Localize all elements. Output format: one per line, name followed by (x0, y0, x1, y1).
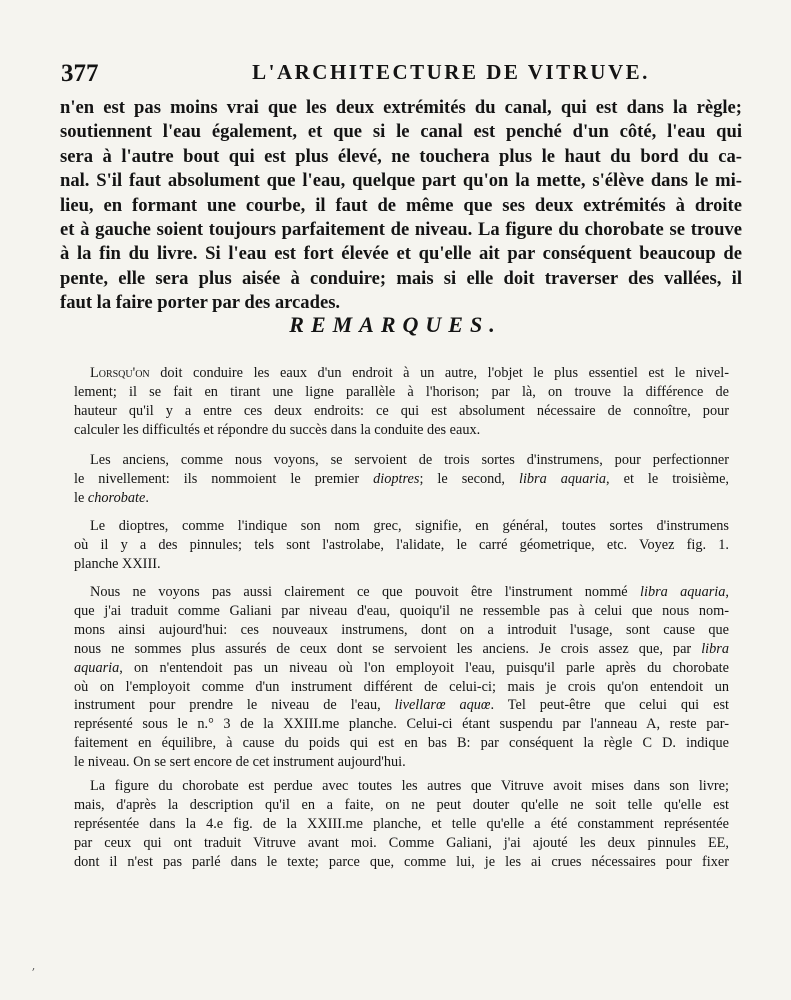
remark-paragraph-5 (74, 777, 729, 872)
page-header (61, 60, 741, 100)
remark-text: , (725, 584, 729, 600)
remark-line: où il y a des pinnules; tels sont l'astrolabe, l'alidate, le carré géometrique, etc. Voyez fig. 1. (74, 536, 729, 553)
page-number: 377 (61, 60, 99, 87)
remark-line: calculer les difficultés et répondre du succès dans la conduite des eaux. (74, 421, 481, 438)
remark-text: doit conduire les eaux d'un endroit à un autre, l'objet le plus essentiel est le nivel- (149, 365, 729, 381)
italic-term: libra aquaria (518, 470, 607, 487)
remark-line (74, 696, 729, 715)
remark-line (74, 659, 729, 678)
remark-line: représentée dans la 4.e fig. de la XXIII.me planche, et telle qu'elle a été constamment représentée (74, 815, 729, 832)
remark-line: le niveau. On se sert encore de cet instrument aujourd'hui. (74, 754, 406, 771)
italic-term: dioptres (373, 470, 420, 487)
main-text-line: lieu, en formant une courbe, il faut de même que ses deux extrémités à droite (60, 194, 742, 216)
remark-line (74, 364, 729, 383)
remark-line (74, 470, 729, 489)
remark-line: hauteur qu'il y a entre ces deux endroits: ce qui est absolument nécessaire de connoître, pour (74, 402, 729, 419)
remark-text: le (74, 489, 88, 506)
remark-line: dont il n'est pas parlé dans le texte; parce que, comme lui, je les ai crues nécessaires pour fixer (74, 853, 729, 870)
remark-paragraph-4 (74, 583, 729, 772)
remark-text: nous ne sommes plus assurés de ceux dont se servoient les anciens. Je crois assez que, par (74, 640, 702, 657)
remark-text: . Tel peut-être que celui qui est (490, 697, 729, 714)
remark-text: , et le troisième, (606, 470, 729, 487)
remark-line: faitement en équilibre, à cause du poids qui est en bas B: par conséquent la règle C D. indique (74, 735, 729, 752)
main-text-line: et à gauche soient toujours parfaitement de niveau. La figure du chorobate se trouve (60, 219, 742, 241)
italic-term: libra aquaria (640, 584, 726, 600)
italic-term: aquaria (74, 659, 120, 676)
main-text-line: pente, elle sera plus aisée à conduire; mais si elle doit traverser des vallées, il (60, 267, 742, 289)
main-text-block (60, 96, 742, 316)
remark-paragraph-2 (74, 451, 729, 508)
main-text-line: n'en est pas moins vrai que les deux extrémités du canal, qui est dans la règle; (60, 97, 742, 118)
remark-paragraph-3 (74, 517, 729, 574)
main-text-line: à la fin du livre. Si l'eau est fort élevée et qu'elle ait par conséquent beaucoup de (60, 243, 742, 265)
remark-line: représenté sous le n.° 3 de la XXIII.me planche. Celui-ci étant suspendu par l'anneau A, reste par- (74, 716, 729, 733)
running-title: L'ARCHITECTURE DE VITRUVE. (252, 60, 650, 84)
drop-word: Lorsqu'on (90, 365, 150, 381)
remark-line: Le dioptres, comme l'indique son nom grec, signifie, en général, toutes sortes d'instrumens (90, 518, 729, 534)
remark-line (74, 583, 729, 602)
remark-text: . (145, 489, 149, 506)
remark-text: , on n'entendoit pas un niveau où l'on employoit l'eau, puisqu'il parle après du chorobate (119, 659, 729, 676)
remark-paragraph-1 (74, 364, 729, 440)
remark-text: Nous ne voyons pas aussi clairement ce que pouvoit être l'instrument nommé (90, 584, 640, 600)
italic-term: chorobate (87, 489, 146, 506)
remark-line: Les anciens, comme nous voyons, se servoient de trois sortes d'instrumens, pour perfectionner (90, 452, 729, 468)
remark-line: que j'ai traduit comme Galiani par niveau d'eau, quoiqu'il ne ressemble pas à celui que nous nom- (74, 602, 729, 619)
remark-text: le nivellement: ils nommoient le premier (74, 470, 374, 487)
remark-line: par ceux qui ont traduit Vitruve avant moi. Comme Galiani, j'ai ajouté les deux pinnules EE, (74, 834, 729, 851)
section-heading: REMARQUES. (289, 312, 502, 337)
remark-line: où on l'employoit comme d'un instrument différent de celui-ci; mais je crois qu'on entendoit un (74, 678, 729, 695)
remark-line: mais, d'après la description qu'il en a faite, on ne peut douter qu'elle ne soit telle qu'elle est (74, 796, 729, 813)
remark-line: planche XXIII. (74, 555, 161, 572)
italic-term: libra (701, 640, 729, 657)
remark-text: instrument pour prendre le niveau de l'eau, (74, 697, 395, 714)
italic-term: livellarœ aquœ (394, 697, 491, 714)
remark-line: lement; il se fait en tirant une ligne parallèle à l'horison; par là, on trouve la différence de (74, 383, 729, 400)
main-text-line: nal. S'il faut absolument que l'eau, quelque part qu'on la mette, s'élève dans le mi- (60, 170, 742, 192)
remark-line (74, 640, 729, 659)
print-speck: ʼ (31, 966, 35, 980)
main-text-line: faut la faire porter par des arcades. (60, 292, 341, 314)
main-text-line: sera à l'autre bout qui est plus élevé, ne touchera plus le haut du bord du ca- (60, 145, 742, 167)
main-text-line: soutiennent l'eau également, et que si le canal est penché d'un côté, l'eau qui (60, 121, 742, 143)
remark-line (74, 489, 729, 508)
remark-line: La figure du chorobate est perdue avec toutes les autres que Vitruve avoit mises dans son livre; (90, 778, 729, 794)
remark-line: mons ainsi aujourd'hui: ces nouveaux instrumens, dont on a introduit l'usage, sont cause que (74, 621, 729, 638)
remark-text: ; le second, (419, 470, 519, 487)
